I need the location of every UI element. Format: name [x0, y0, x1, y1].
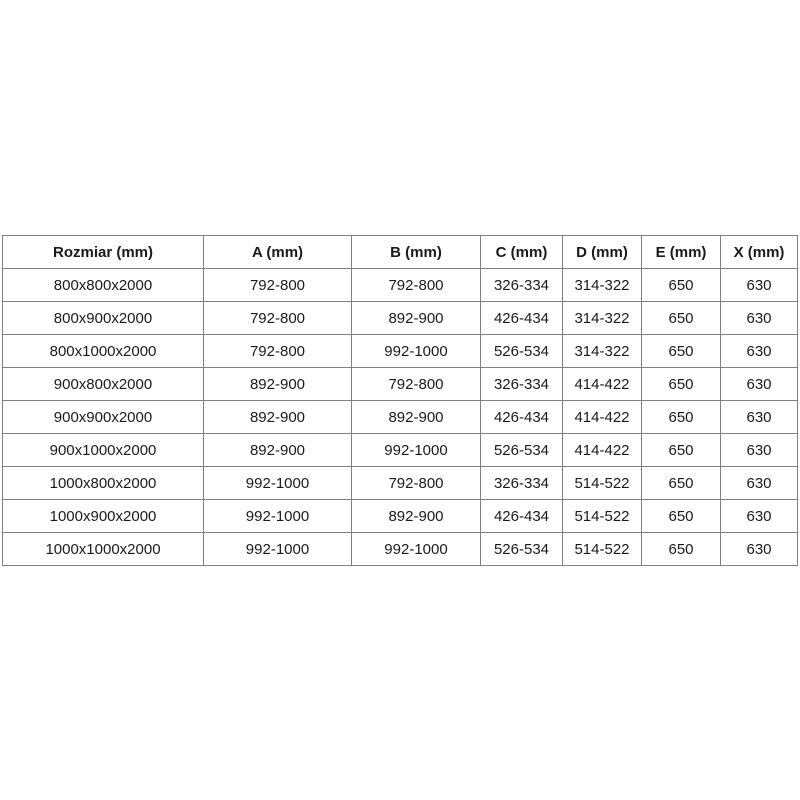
table-cell: 892-900 [204, 401, 352, 434]
table-cell: 892-900 [352, 500, 481, 533]
table-cell: 1000x900x2000 [3, 500, 204, 533]
table-cell: 630 [721, 401, 798, 434]
table-cell: 992-1000 [352, 335, 481, 368]
table-cell: 414-422 [563, 368, 642, 401]
table-cell: 314-322 [563, 302, 642, 335]
table-cell: 650 [642, 500, 721, 533]
table-cell: 650 [642, 368, 721, 401]
table-cell: 892-900 [352, 401, 481, 434]
table-cell: 892-900 [204, 434, 352, 467]
table-row [3, 335, 798, 368]
table-cell: 414-422 [563, 401, 642, 434]
table-cell: 526-534 [481, 335, 563, 368]
table-cell: 314-322 [563, 335, 642, 368]
table-cell: 426-434 [481, 500, 563, 533]
table-cell: 650 [642, 434, 721, 467]
table-cell: 792-800 [352, 269, 481, 302]
column-header-c: C (mm) [481, 236, 563, 269]
table-cell: 514-522 [563, 500, 642, 533]
table-cell: 326-334 [481, 467, 563, 500]
table-cell: 900x900x2000 [3, 401, 204, 434]
table-row [3, 302, 798, 335]
column-header-b: B (mm) [352, 236, 481, 269]
table-cell: 992-1000 [204, 533, 352, 566]
table-cell: 892-900 [352, 302, 481, 335]
table-cell: 526-534 [481, 533, 563, 566]
header-row [3, 236, 798, 269]
table-cell: 414-422 [563, 434, 642, 467]
table-cell: 630 [721, 467, 798, 500]
table-cell: 650 [642, 533, 721, 566]
table-cell: 650 [642, 269, 721, 302]
table-cell: 526-534 [481, 434, 563, 467]
table-cell: 792-800 [204, 269, 352, 302]
table-cell: 630 [721, 434, 798, 467]
table-cell: 792-800 [352, 467, 481, 500]
column-header-rozmiar: Rozmiar (mm) [3, 236, 204, 269]
table-cell: 650 [642, 467, 721, 500]
table-cell: 800x900x2000 [3, 302, 204, 335]
table-cell: 514-522 [563, 533, 642, 566]
table-cell: 650 [642, 401, 721, 434]
table-cell: 992-1000 [204, 500, 352, 533]
table-cell: 630 [721, 533, 798, 566]
table-cell: 514-522 [563, 467, 642, 500]
table-row [3, 434, 798, 467]
table-cell: 650 [642, 302, 721, 335]
table-cell: 1000x800x2000 [3, 467, 204, 500]
table-cell: 992-1000 [352, 533, 481, 566]
table-cell: 1000x1000x2000 [3, 533, 204, 566]
table-row [3, 368, 798, 401]
table-cell: 426-434 [481, 401, 563, 434]
table-cell: 326-334 [481, 269, 563, 302]
table-cell: 900x1000x2000 [3, 434, 204, 467]
table-cell: 650 [642, 335, 721, 368]
dimensions-table [2, 235, 798, 566]
table-cell: 992-1000 [204, 467, 352, 500]
table-row [3, 500, 798, 533]
table-cell: 792-800 [204, 335, 352, 368]
column-header-a: A (mm) [204, 236, 352, 269]
table-row [3, 269, 798, 302]
column-header-e: E (mm) [642, 236, 721, 269]
table-cell: 630 [721, 269, 798, 302]
column-header-x: X (mm) [721, 236, 798, 269]
table-cell: 630 [721, 368, 798, 401]
table-row [3, 467, 798, 500]
table-cell: 314-322 [563, 269, 642, 302]
table-cell: 630 [721, 500, 798, 533]
table-cell: 900x800x2000 [3, 368, 204, 401]
table-cell: 792-800 [204, 302, 352, 335]
table-cell: 426-434 [481, 302, 563, 335]
table-cell: 800x1000x2000 [3, 335, 204, 368]
table-cell: 792-800 [352, 368, 481, 401]
table-row [3, 401, 798, 434]
table-cell: 992-1000 [352, 434, 481, 467]
table-cell: 630 [721, 302, 798, 335]
table-cell: 326-334 [481, 368, 563, 401]
table-cell: 800x800x2000 [3, 269, 204, 302]
column-header-d: D (mm) [563, 236, 642, 269]
table-cell: 892-900 [204, 368, 352, 401]
table-row [3, 533, 798, 566]
table-cell: 630 [721, 335, 798, 368]
